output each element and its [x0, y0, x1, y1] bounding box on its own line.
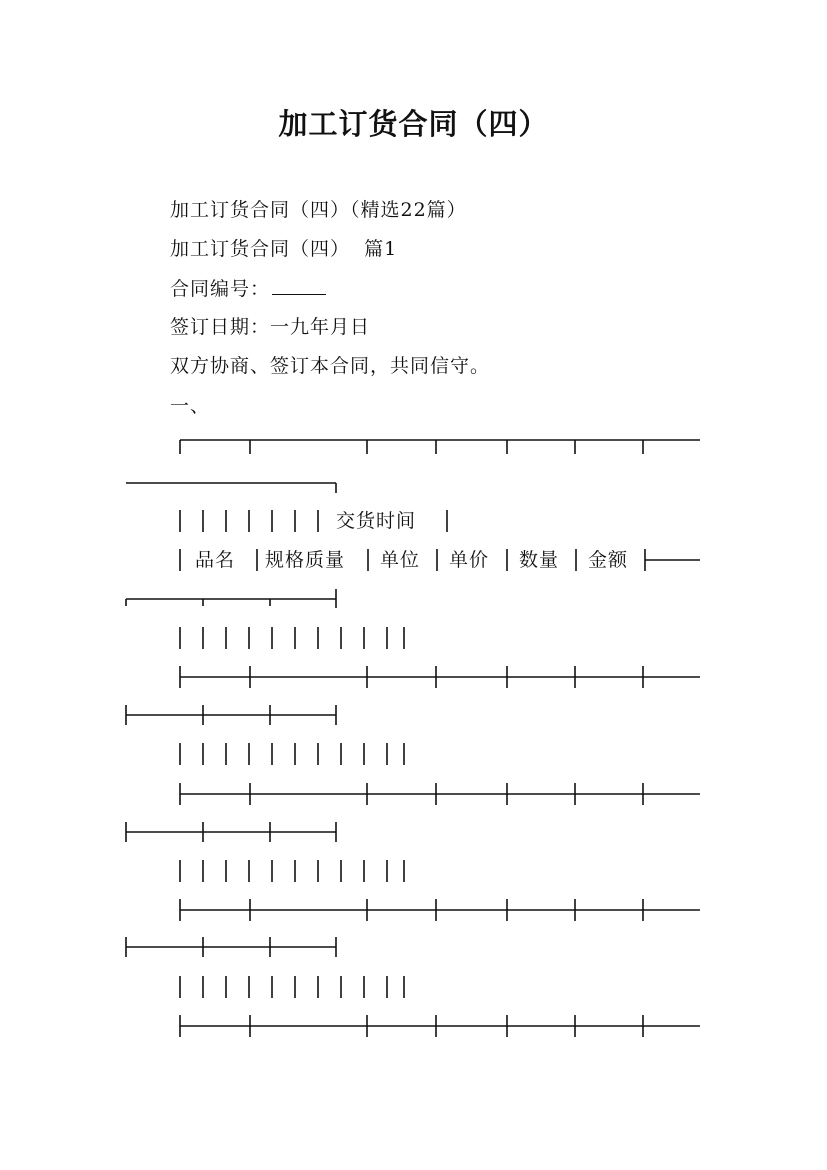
header-unit: 单位 — [380, 549, 421, 571]
subtitle-line: 加工订货合同（四）（精选22篇） — [170, 199, 467, 221]
header-unit-price: 单价 — [449, 549, 490, 571]
delivery-time-label: 交货时间 — [336, 510, 417, 532]
document-title: 加工订货合同（四） — [278, 107, 549, 141]
clause-one-marker: 一、 — [170, 395, 211, 417]
header-amount: 金额 — [588, 549, 629, 571]
agreement-line: 双方协商、签订本合同，共同信守。 — [170, 355, 491, 377]
contract-number-label: 合同编号： — [170, 278, 271, 300]
header-product-name: 品名 — [195, 549, 236, 571]
signing-date-line: 签订日期：一九年月日 — [170, 316, 371, 338]
section-heading: 加工订货合同（四） 篇1 — [170, 238, 398, 260]
header-spec-quality: 规格质量 — [265, 549, 346, 571]
header-quantity: 数量 — [519, 549, 560, 571]
